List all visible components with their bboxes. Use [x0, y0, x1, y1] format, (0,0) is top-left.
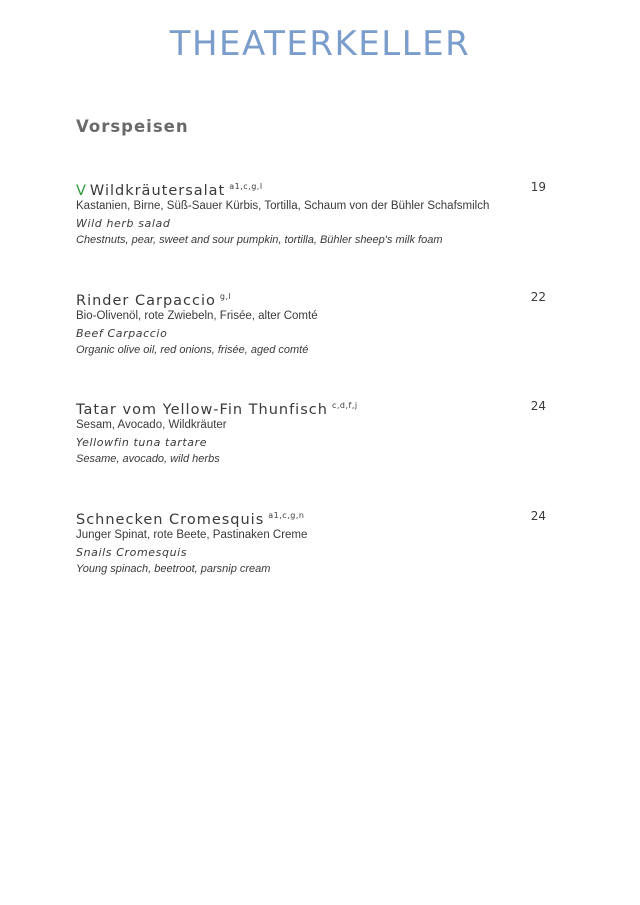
- menu-item-price: 19: [530, 180, 546, 194]
- menu-item-name-en: Yellowfin tuna tartare: [76, 436, 208, 449]
- menu-item-price: 22: [530, 290, 546, 304]
- menu-item-name: Rinder Carpaccio: [76, 293, 216, 309]
- menu-item-name-en: Beef Carpaccio: [76, 327, 168, 340]
- menu-item-header: [76, 176, 566, 198]
- menu-item-price: 24: [530, 399, 546, 413]
- menu-item-price: 24: [530, 509, 546, 523]
- menu-item: [76, 176, 566, 249]
- menu-item-description-en: Chestnuts, pear, sweet and sour pumpkin, tortilla, Bühler sheep's milk foam: [76, 234, 443, 246]
- menu-item-description-en: Young spinach, beetroot, parsnip cream: [76, 563, 271, 575]
- menu-item-description-de: Junger Spinat, rote Beete, Pastinaken Creme: [76, 529, 308, 541]
- allergen-codes: g,l: [219, 292, 232, 301]
- menu-item: [76, 395, 566, 468]
- section-heading: Vorspeisen: [76, 117, 189, 136]
- menu-item-header: [76, 505, 566, 527]
- menu-item: [76, 286, 566, 359]
- allergen-codes: a1,c,g,n: [268, 511, 305, 520]
- menu-item-name: Wildkräutersalat: [89, 183, 226, 199]
- menu-item-description-en: Sesame, avocado, wild herbs: [76, 453, 220, 465]
- menu-item: [76, 505, 566, 578]
- menu-item-name: Tatar vom Yellow-Fin Thunfisch: [76, 402, 328, 418]
- menu-item-name: Schnecken Cromesquis: [76, 512, 265, 528]
- menu-item-header: [76, 395, 566, 417]
- menu-item-name-en: Snails Cromesquis: [76, 546, 188, 559]
- menu-item-header: [76, 286, 566, 308]
- vegetarian-mark: V: [76, 183, 86, 199]
- menu-item-description-de: Bio-Olivenöl, rote Zwiebeln, Frisée, alter Comté: [76, 310, 318, 322]
- page-title: THEATERKELLER: [169, 24, 471, 64]
- allergen-codes: a1,c,g,l: [229, 182, 263, 191]
- menu-item-description-de: Kastanien, Birne, Süß-Sauer Kürbis, Tortilla, Schaum von der Bühler Schafsmilch: [76, 200, 490, 212]
- menu-item-description-de: Sesam, Avocado, Wildkräuter: [76, 419, 227, 431]
- allergen-codes: c,d,f,j: [331, 401, 358, 410]
- menu-item-name-en: Wild herb salad: [76, 217, 171, 230]
- menu-item-description-en: Organic olive oil, red onions, frisée, aged comté: [76, 344, 309, 356]
